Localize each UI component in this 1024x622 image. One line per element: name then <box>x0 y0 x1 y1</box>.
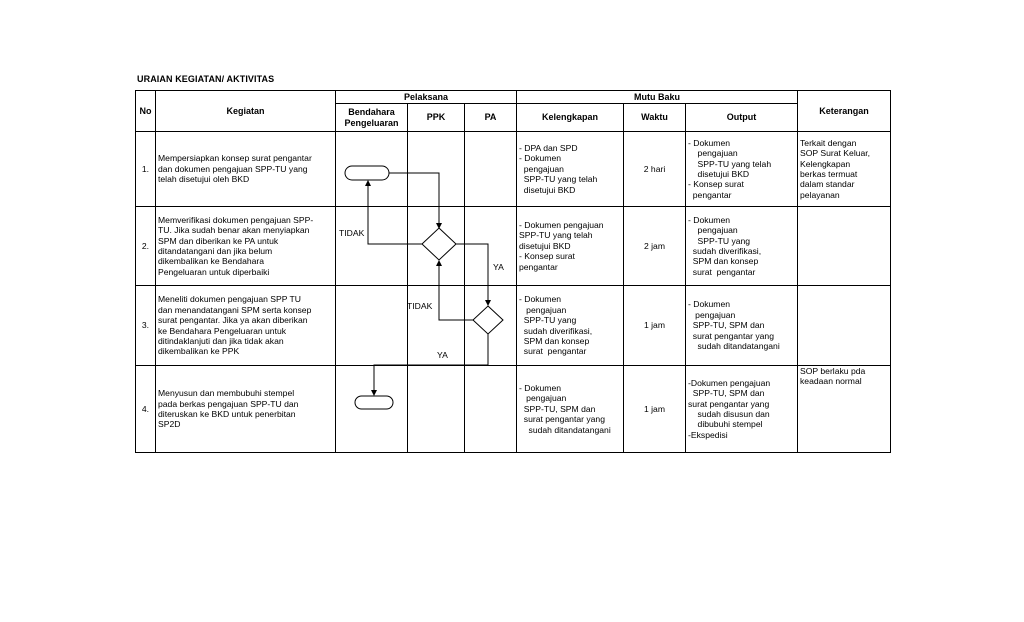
label-tidak-2: TIDAK <box>407 301 433 311</box>
waktu-cell: 2 jam <box>624 207 686 286</box>
lane-ppk <box>408 207 465 286</box>
header-output: Output <box>686 104 798 132</box>
kelengkapan-cell: - Dokumen pengajuan SPP-TU yang telah disetujui BKD - Konsep surat pengantar <box>517 207 624 286</box>
header-bendahara: Bendahara Pengeluaran <box>336 104 408 132</box>
label-ya-1: YA <box>493 262 504 272</box>
lane-bendahara <box>336 132 408 207</box>
header-kegiatan: Kegiatan <box>156 91 336 132</box>
header-kelengkapan: Kelengkapan <box>517 104 624 132</box>
activity-description: Menyusun dan membubuhi stempel pada berkas pengajuan SPP-TU dan diteruskan ke BKD untuk penerbitan SP2D <box>156 366 336 453</box>
header-ppk: PPK <box>408 104 465 132</box>
lane-bendahara <box>336 207 408 286</box>
table-row <box>136 286 891 366</box>
output-cell: - Dokumen pengajuan SPP-TU, SPM dan surat pengantar yang sudah ditandatangani <box>686 286 798 366</box>
row-number: 2. <box>136 207 156 286</box>
keterangan-cell <box>798 286 891 366</box>
lane-pa <box>465 366 517 453</box>
lane-ppk <box>408 286 465 366</box>
table-row <box>136 366 891 453</box>
page-title: URAIAN KEGIATAN/ AKTIVITAS <box>137 74 275 84</box>
keterangan-cell: Terkait dengan SOP Surat Keluar, Kelengkapan berkas termuat dalam standar pelayanan <box>798 132 891 207</box>
lane-bendahara <box>336 366 408 453</box>
row-number: 4. <box>136 366 156 453</box>
activity-description: Memverifikasi dokumen pengajuan SPP- TU. Jika sudah benar akan menyiapkan SPM dan diberikan ke PA untuk ditandatangani dan jika belum dikembalikan ke Bendahara Pengeluaran untuk diperbaiki <box>156 207 336 286</box>
row-number: 3. <box>136 286 156 366</box>
header-waktu: Waktu <box>624 104 686 132</box>
lane-ppk <box>408 366 465 453</box>
header-pa: PA <box>465 104 517 132</box>
label-tidak-1: TIDAK <box>339 228 365 238</box>
lane-ppk <box>408 132 465 207</box>
row-number: 1. <box>136 132 156 207</box>
label-ya-2: YA <box>437 350 448 360</box>
activity-table <box>135 90 891 453</box>
header-mutu-baku: Mutu Baku <box>517 91 798 104</box>
output-cell: -Dokumen pengajuan SPP-TU, SPM dan surat pengantar yang sudah disusun dan dibubuhi stempel -Ekspedisi <box>686 366 798 453</box>
lane-bendahara <box>336 286 408 366</box>
table-row <box>136 207 891 286</box>
activity-description: Meneliti dokumen pengajuan SPP TU dan menandatangani SPM serta konsep surat pengantar. Jika ya akan diberikan ke Bendahara Pengeluaran untuk ditindaklanjuti dan jika tidak akan dikembalikan ke PPK <box>156 286 336 366</box>
lane-pa <box>465 132 517 207</box>
lane-pa <box>465 286 517 366</box>
waktu-cell: 1 jam <box>624 286 686 366</box>
lane-pa <box>465 207 517 286</box>
table-row <box>136 132 891 207</box>
output-cell: - Dokumen pengajuan SPP-TU yang telah disetujui BKD - Konsep surat pengantar <box>686 132 798 207</box>
kelengkapan-cell: - Dokumen pengajuan SPP-TU, SPM dan surat pengantar yang sudah ditandatangani <box>517 366 624 453</box>
waktu-cell: 2 hari <box>624 132 686 207</box>
keterangan-cell <box>798 207 891 286</box>
kelengkapan-cell: - Dokumen pengajuan SPP-TU yang sudah diverifikasi, SPM dan konsep surat pengantar <box>517 286 624 366</box>
header-pelaksana: Pelaksana <box>336 91 517 104</box>
output-cell: - Dokumen pengajuan SPP-TU yang sudah diverifikasi, SPM dan konsep surat pengantar <box>686 207 798 286</box>
activity-description: Mempersiapkan konsep surat pengantar dan dokumen pengajuan SPP-TU yang telah disetujui oleh BKD <box>156 132 336 207</box>
waktu-cell: 1 jam <box>624 366 686 453</box>
header-keterangan: Keterangan <box>798 91 891 132</box>
kelengkapan-cell: - DPA dan SPD - Dokumen pengajuan SPP-TU yang telah disetujui BKD <box>517 132 624 207</box>
keterangan-cell: SOP berlaku pda keadaan normal <box>798 366 891 453</box>
header-no: No <box>136 91 156 132</box>
